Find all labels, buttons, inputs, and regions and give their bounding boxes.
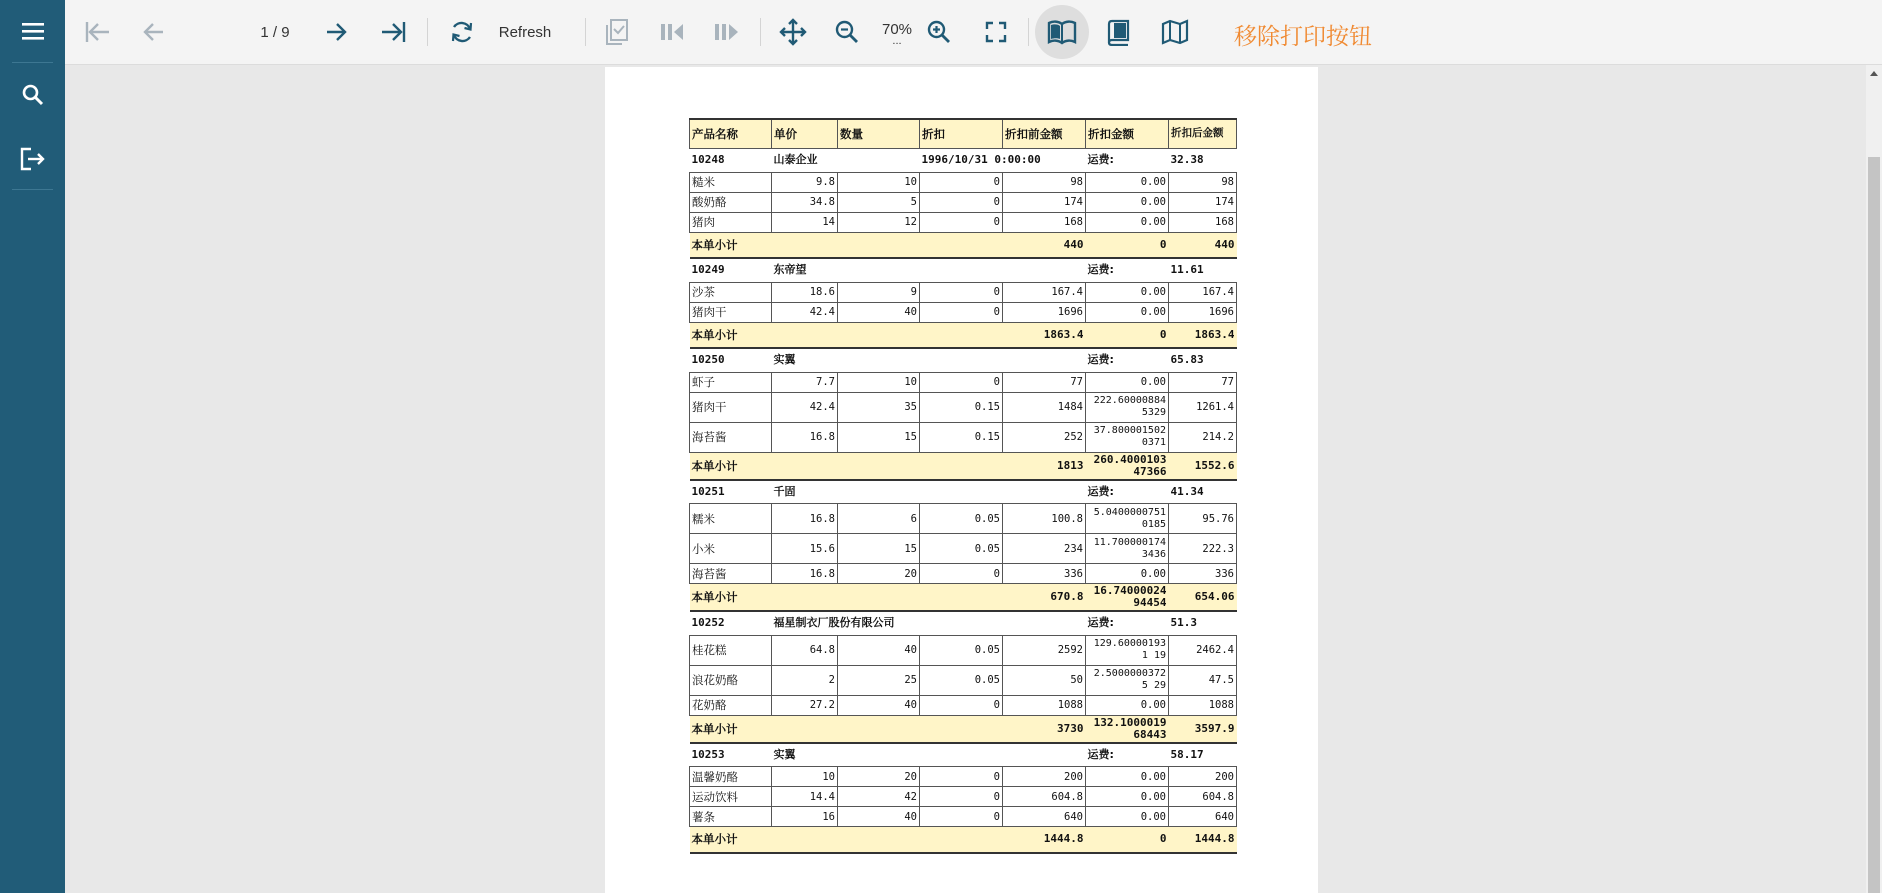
refresh-icon bbox=[449, 19, 475, 45]
product-name-cell: 花奶酪 bbox=[690, 695, 772, 715]
page-indicator[interactable]: 1 / 9 bbox=[260, 23, 290, 41]
product-name-cell: 糯米 bbox=[690, 504, 772, 534]
subtotal-value: 1552.6 bbox=[1169, 452, 1237, 480]
single-page-view-button[interactable] bbox=[1035, 5, 1089, 59]
scroll-up-arrow-icon[interactable] bbox=[1866, 69, 1882, 81]
zoom-level[interactable] bbox=[872, 10, 922, 54]
table-row bbox=[690, 665, 1237, 695]
value-cell: 40 bbox=[838, 635, 920, 665]
subtotal-value: 1863.4 bbox=[1003, 322, 1086, 348]
order-date bbox=[920, 743, 1086, 767]
next-section-button[interactable] bbox=[705, 10, 749, 54]
value-cell: 16.8 bbox=[772, 504, 838, 534]
value-cell: 222.600008845329 bbox=[1086, 392, 1169, 422]
subtotal-row bbox=[690, 232, 1237, 258]
value-cell: 10 bbox=[772, 767, 838, 787]
value-cell: 77 bbox=[1169, 372, 1237, 392]
value-cell: 0 bbox=[920, 282, 1003, 302]
zoom-in-button[interactable] bbox=[917, 10, 961, 54]
book-icon bbox=[1106, 18, 1132, 46]
value-cell: 64.8 bbox=[772, 635, 838, 665]
product-name-cell: 虾子 bbox=[690, 372, 772, 392]
value-cell: 42.4 bbox=[772, 392, 838, 422]
subtotal-value: 1813 bbox=[1003, 452, 1086, 480]
value-cell: 0 bbox=[920, 372, 1003, 392]
value-cell: 0.00 bbox=[1086, 767, 1169, 787]
subtotal-value: 1444.8 bbox=[1003, 827, 1086, 853]
order-date bbox=[920, 258, 1086, 282]
value-cell: 0 bbox=[920, 172, 1003, 192]
value-cell: 214.2 bbox=[1169, 422, 1237, 452]
value-cell: 20 bbox=[838, 767, 920, 787]
value-cell: 40 bbox=[838, 807, 920, 827]
next-page-button[interactable] bbox=[315, 10, 359, 54]
customer-name: 东帝望 bbox=[772, 258, 920, 282]
toolbar-divider bbox=[427, 18, 428, 46]
subtotal-row bbox=[690, 322, 1237, 348]
order-id: 10252 bbox=[690, 611, 772, 635]
product-name-cell: 薯条 bbox=[690, 807, 772, 827]
value-cell: 0.00 bbox=[1086, 372, 1169, 392]
search-icon bbox=[21, 83, 45, 107]
product-name-cell: 小米 bbox=[690, 534, 772, 564]
value-cell: 168 bbox=[1003, 212, 1086, 232]
value-cell: 1484 bbox=[1003, 392, 1086, 422]
table-row bbox=[690, 787, 1237, 807]
report-viewer bbox=[65, 65, 1866, 893]
value-cell: 15.6 bbox=[772, 534, 838, 564]
product-name-cell: 沙茶 bbox=[690, 282, 772, 302]
table-row bbox=[690, 372, 1237, 392]
customer-name: 千固 bbox=[772, 480, 920, 504]
order-header-row bbox=[690, 743, 1237, 767]
toolbar bbox=[65, 0, 1882, 65]
value-cell: 0 bbox=[920, 192, 1003, 212]
toolbar-divider bbox=[585, 18, 586, 46]
table-row bbox=[690, 392, 1237, 422]
customer-name: 实翼 bbox=[772, 743, 920, 767]
step-forward-icon bbox=[713, 21, 741, 43]
value-cell: 234 bbox=[1003, 534, 1086, 564]
value-cell: 47.5 bbox=[1169, 665, 1237, 695]
zoom-in-icon bbox=[926, 19, 952, 45]
value-cell: 0.00 bbox=[1086, 212, 1169, 232]
move-icon bbox=[779, 18, 807, 46]
subtotal-label: 本单小计 bbox=[690, 827, 1003, 853]
subtotal-label: 本单小计 bbox=[690, 584, 1003, 612]
subtotal-row bbox=[690, 827, 1237, 853]
table-row bbox=[690, 172, 1237, 192]
last-page-icon bbox=[380, 20, 408, 44]
menu-icon bbox=[20, 20, 46, 42]
value-cell: 0 bbox=[920, 767, 1003, 787]
order-id: 10253 bbox=[690, 743, 772, 767]
exit-icon bbox=[19, 146, 47, 172]
subtotal-value: 670.8 bbox=[1003, 584, 1086, 612]
value-cell: 0 bbox=[920, 787, 1003, 807]
value-cell: 200 bbox=[1169, 767, 1237, 787]
report-page bbox=[605, 67, 1318, 893]
value-cell: 34.8 bbox=[772, 192, 838, 212]
product-name-cell: 猪肉干 bbox=[690, 392, 772, 422]
value-cell: 20 bbox=[838, 564, 920, 584]
freight-value: 11.61 bbox=[1169, 258, 1237, 282]
column-header: 折扣金额 bbox=[1086, 119, 1169, 148]
customer-name: 福星制衣厂股份有限公司 bbox=[772, 611, 920, 635]
value-cell: 0 bbox=[920, 695, 1003, 715]
value-cell: 0.15 bbox=[920, 392, 1003, 422]
value-cell: 16 bbox=[772, 807, 838, 827]
value-cell: 0 bbox=[920, 302, 1003, 322]
column-header: 数量 bbox=[838, 119, 920, 148]
toolbar-divider bbox=[760, 18, 761, 46]
parameters-icon bbox=[604, 18, 630, 46]
sidebar bbox=[0, 0, 65, 893]
value-cell: 0.05 bbox=[920, 665, 1003, 695]
table-row bbox=[690, 302, 1237, 322]
value-cell: 1696 bbox=[1003, 302, 1086, 322]
value-cell: 0 bbox=[920, 807, 1003, 827]
value-cell: 7.7 bbox=[772, 372, 838, 392]
value-cell: 0.00 bbox=[1086, 787, 1169, 807]
exit-button[interactable] bbox=[0, 128, 65, 190]
zoom-out-button[interactable] bbox=[825, 10, 869, 54]
table-row bbox=[690, 635, 1237, 665]
subtotal-value: 1863.4 bbox=[1169, 322, 1237, 348]
value-cell: 15 bbox=[838, 534, 920, 564]
subtotal-row bbox=[690, 452, 1237, 480]
product-name-cell: 海苔酱 bbox=[690, 564, 772, 584]
table-row bbox=[690, 807, 1237, 827]
order-id: 10248 bbox=[690, 148, 772, 172]
value-cell: 27.2 bbox=[772, 695, 838, 715]
subtotal-row bbox=[690, 715, 1237, 743]
value-cell: 0.00 bbox=[1086, 564, 1169, 584]
table-row bbox=[690, 767, 1237, 787]
value-cell: 98 bbox=[1169, 172, 1237, 192]
column-header: 单价 bbox=[772, 119, 838, 148]
value-cell: 0.15 bbox=[920, 422, 1003, 452]
subtotal-value: 440 bbox=[1169, 232, 1237, 258]
value-cell: 40 bbox=[838, 302, 920, 322]
column-header: 产品名称 bbox=[690, 119, 772, 148]
step-back-icon bbox=[658, 21, 686, 43]
table-row bbox=[690, 534, 1237, 564]
value-cell: 200 bbox=[1003, 767, 1086, 787]
value-cell: 1088 bbox=[1003, 695, 1086, 715]
freight-value: 58.17 bbox=[1169, 743, 1237, 767]
value-cell: 42 bbox=[838, 787, 920, 807]
arrow-left-icon bbox=[141, 20, 165, 44]
menu-button[interactable] bbox=[0, 0, 65, 62]
subtotal-value: 16.7400002494454 bbox=[1086, 584, 1169, 612]
search-button[interactable] bbox=[0, 64, 65, 126]
scrollbar-thumb[interactable] bbox=[1868, 157, 1880, 893]
value-cell: 0.05 bbox=[920, 635, 1003, 665]
subtotal-label: 本单小计 bbox=[690, 452, 1003, 480]
order-date: 1996/10/31 0:00:00 bbox=[920, 148, 1086, 172]
product-name-cell: 温馨奶酪 bbox=[690, 767, 772, 787]
value-cell: 0.00 bbox=[1086, 302, 1169, 322]
zoom-value: 70% bbox=[881, 20, 913, 38]
previous-page-button[interactable] bbox=[131, 10, 175, 54]
value-cell: 604.8 bbox=[1169, 787, 1237, 807]
freight-value: 51.3 bbox=[1169, 611, 1237, 635]
value-cell: 1088 bbox=[1169, 695, 1237, 715]
last-page-button[interactable] bbox=[372, 10, 416, 54]
value-cell: 174 bbox=[1003, 192, 1086, 212]
subtotal-value: 654.06 bbox=[1169, 584, 1237, 612]
customer-name: 实翼 bbox=[772, 348, 920, 372]
value-cell: 12 bbox=[838, 212, 920, 232]
order-id: 10249 bbox=[690, 258, 772, 282]
subtotal-value: 0 bbox=[1086, 827, 1169, 853]
value-cell: 174 bbox=[1169, 192, 1237, 212]
refresh-icon-button[interactable] bbox=[440, 10, 484, 54]
table-row bbox=[690, 695, 1237, 715]
sidebar-divider bbox=[12, 62, 53, 63]
open-book-icon bbox=[1047, 19, 1077, 45]
freight-label: 运费: bbox=[1086, 258, 1169, 282]
continuous-view-button[interactable] bbox=[1097, 10, 1141, 54]
table-header-row bbox=[690, 119, 1237, 148]
value-cell: 16.8 bbox=[772, 564, 838, 584]
subtotal-label: 本单小计 bbox=[690, 322, 1003, 348]
value-cell: 11.7000001743436 bbox=[1086, 534, 1169, 564]
subtotal-label: 本单小计 bbox=[690, 232, 1003, 258]
table-row bbox=[690, 504, 1237, 534]
pan-mode-button[interactable] bbox=[771, 10, 815, 54]
value-cell: 168 bbox=[1169, 212, 1237, 232]
value-cell: 35 bbox=[838, 392, 920, 422]
value-cell: 25 bbox=[838, 665, 920, 695]
value-cell: 9 bbox=[838, 282, 920, 302]
zoom-more: ... bbox=[892, 34, 902, 47]
customer-name: 山泰企业 bbox=[772, 148, 920, 172]
value-cell: 18.6 bbox=[772, 282, 838, 302]
table-row bbox=[690, 212, 1237, 232]
map-view-button[interactable] bbox=[1153, 10, 1197, 54]
value-cell: 604.8 bbox=[1003, 787, 1086, 807]
subtotal-row bbox=[690, 584, 1237, 612]
subtotal-value: 3597.9 bbox=[1169, 715, 1237, 743]
value-cell: 10 bbox=[838, 172, 920, 192]
toolbar-divider bbox=[1028, 18, 1029, 46]
subtotal-value: 0 bbox=[1086, 322, 1169, 348]
value-cell: 129.600001931 19 bbox=[1086, 635, 1169, 665]
table-row bbox=[690, 422, 1237, 452]
value-cell: 10 bbox=[838, 372, 920, 392]
first-page-button[interactable] bbox=[75, 10, 119, 54]
sidebar-divider bbox=[12, 189, 53, 190]
product-name-cell: 酸奶酪 bbox=[690, 192, 772, 212]
value-cell: 2 bbox=[772, 665, 838, 695]
order-header-row bbox=[690, 480, 1237, 504]
map-icon bbox=[1161, 19, 1189, 45]
order-date bbox=[920, 480, 1086, 504]
order-header-row bbox=[690, 348, 1237, 372]
subtotal-value: 1444.8 bbox=[1169, 827, 1237, 853]
fullscreen-button[interactable] bbox=[974, 10, 1018, 54]
freight-label: 运费: bbox=[1086, 348, 1169, 372]
vertical-scrollbar[interactable] bbox=[1866, 65, 1882, 893]
value-cell: 95.76 bbox=[1169, 504, 1237, 534]
value-cell: 2462.4 bbox=[1169, 635, 1237, 665]
value-cell: 0.05 bbox=[920, 534, 1003, 564]
value-cell: 42.4 bbox=[772, 302, 838, 322]
value-cell: 16.8 bbox=[772, 422, 838, 452]
freight-label: 运费: bbox=[1086, 743, 1169, 767]
order-date bbox=[920, 611, 1086, 635]
subtotal-value: 440 bbox=[1003, 232, 1086, 258]
freight-label: 运费: bbox=[1086, 611, 1169, 635]
product-name-cell: 糙米 bbox=[690, 172, 772, 192]
value-cell: 40 bbox=[838, 695, 920, 715]
column-header: 折扣前金额 bbox=[1003, 119, 1086, 148]
table-row bbox=[690, 564, 1237, 584]
value-cell: 0 bbox=[920, 564, 1003, 584]
previous-section-button[interactable] bbox=[650, 10, 694, 54]
value-cell: 2.50000003725 29 bbox=[1086, 665, 1169, 695]
value-cell: 6 bbox=[838, 504, 920, 534]
value-cell: 640 bbox=[1169, 807, 1237, 827]
column-header: 折扣 bbox=[920, 119, 1003, 148]
first-page-icon bbox=[83, 20, 111, 44]
value-cell: 37.8000015020371 bbox=[1086, 422, 1169, 452]
order-id: 10251 bbox=[690, 480, 772, 504]
report-table bbox=[689, 118, 1237, 854]
value-cell: 0.05 bbox=[920, 504, 1003, 534]
value-cell: 640 bbox=[1003, 807, 1086, 827]
arrow-right-icon bbox=[325, 20, 349, 44]
order-header-row bbox=[690, 148, 1237, 172]
value-cell: 14.4 bbox=[772, 787, 838, 807]
product-name-cell: 猪肉干 bbox=[690, 302, 772, 322]
value-cell: 77 bbox=[1003, 372, 1086, 392]
fullscreen-icon bbox=[984, 20, 1008, 44]
value-cell: 98 bbox=[1003, 172, 1086, 192]
zoom-out-icon bbox=[834, 19, 860, 45]
value-cell: 0.00 bbox=[1086, 172, 1169, 192]
value-cell: 1261.4 bbox=[1169, 392, 1237, 422]
freight-value: 32.38 bbox=[1169, 148, 1237, 172]
freight-value: 41.34 bbox=[1169, 480, 1237, 504]
freight-value: 65.83 bbox=[1169, 348, 1237, 372]
refresh-button[interactable]: Refresh bbox=[498, 23, 552, 41]
order-id: 10250 bbox=[690, 348, 772, 372]
product-name-cell: 运动饮料 bbox=[690, 787, 772, 807]
value-cell: 9.8 bbox=[772, 172, 838, 192]
column-header: 折扣后金额 bbox=[1169, 119, 1237, 148]
product-name-cell: 猪肉 bbox=[690, 212, 772, 232]
value-cell: 0 bbox=[920, 212, 1003, 232]
value-cell: 0.00 bbox=[1086, 807, 1169, 827]
subtotal-value: 3730 bbox=[1003, 715, 1086, 743]
order-header-row bbox=[690, 611, 1237, 635]
subtotal-value: 0 bbox=[1086, 232, 1169, 258]
table-row bbox=[690, 282, 1237, 302]
value-cell: 336 bbox=[1003, 564, 1086, 584]
product-name-cell: 海苔酱 bbox=[690, 422, 772, 452]
value-cell: 15 bbox=[838, 422, 920, 452]
value-cell: 50 bbox=[1003, 665, 1086, 695]
subtotal-value: 132.100001968443 bbox=[1086, 715, 1169, 743]
value-cell: 0.00 bbox=[1086, 282, 1169, 302]
freight-label: 运费: bbox=[1086, 148, 1169, 172]
value-cell: 5 bbox=[838, 192, 920, 212]
subtotal-value: 260.400010347366 bbox=[1086, 452, 1169, 480]
value-cell: 167.4 bbox=[1169, 282, 1237, 302]
order-header-row bbox=[690, 258, 1237, 282]
product-name-cell: 桂花糕 bbox=[690, 635, 772, 665]
subtotal-label: 本单小计 bbox=[690, 715, 1003, 743]
value-cell: 252 bbox=[1003, 422, 1086, 452]
value-cell: 2592 bbox=[1003, 635, 1086, 665]
order-date bbox=[920, 348, 1086, 372]
value-cell: 167.4 bbox=[1003, 282, 1086, 302]
value-cell: 14 bbox=[772, 212, 838, 232]
value-cell: 5.04000007510185 bbox=[1086, 504, 1169, 534]
value-cell: 1696 bbox=[1169, 302, 1237, 322]
table-row bbox=[690, 192, 1237, 212]
value-cell: 222.3 bbox=[1169, 534, 1237, 564]
parameters-button[interactable] bbox=[595, 10, 639, 54]
value-cell: 0.00 bbox=[1086, 192, 1169, 212]
freight-label: 运费: bbox=[1086, 480, 1169, 504]
value-cell: 100.8 bbox=[1003, 504, 1086, 534]
value-cell: 336 bbox=[1169, 564, 1237, 584]
value-cell: 0.00 bbox=[1086, 695, 1169, 715]
product-name-cell: 浪花奶酪 bbox=[690, 665, 772, 695]
remove-print-button[interactable]: 移除打印按钮 bbox=[1234, 23, 1372, 50]
